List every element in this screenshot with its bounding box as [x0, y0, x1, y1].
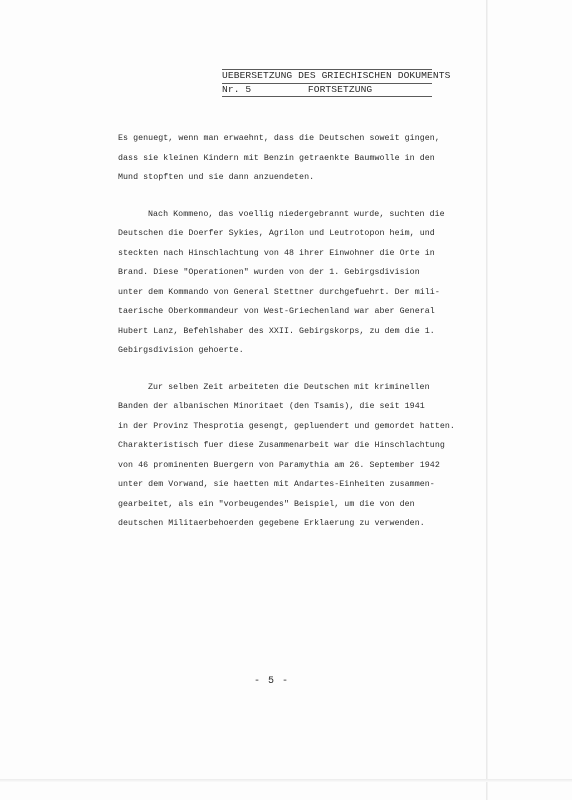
- page-bottom-shadow: [0, 779, 572, 782]
- page-edge-shadow: [486, 0, 488, 800]
- paragraph-1: [118, 129, 438, 188]
- document-body: [118, 129, 455, 551]
- paragraph-line: Mund stopften und sie dann anzuendeten.: [118, 173, 315, 182]
- paragraph-line: in der Provinz Thesprotia gesengt, gepluendert und gemordet hatten.: [118, 421, 455, 431]
- paragraph-line: von 46 prominenten Buergern von Paramythia am 26. September 1942: [118, 460, 440, 470]
- header-subline: [222, 84, 432, 97]
- paragraph-line: Brand. Diese "Operationen" wurden von der 1. Gebirgsdivision: [118, 268, 420, 277]
- page-number: - 5 -: [254, 676, 290, 687]
- paragraph-line: Banden der albanischen Minoritaet (den Tsamis), die seit 1941: [118, 402, 425, 411]
- paragraph-line: unter dem Vorwand, sie haetten mit Andartes-Einheiten zusammen-: [118, 480, 435, 489]
- paragraph-line: Zur selben Zeit arbeiteten die Deutschen mit kriminellen: [148, 382, 430, 392]
- paragraph-line: Gebirgsdivision gehoerte.: [118, 346, 244, 355]
- header-document-number: Nr. 5: [222, 84, 252, 95]
- paragraph-2: [118, 205, 445, 361]
- header-continuation: FORTSETZUNG: [307, 84, 373, 95]
- paragraph-line: Nach Kommeno, das voellig niedergebrannt wurde, suchten die: [148, 209, 445, 219]
- paragraph-line: Es genuegt, wenn man erwaehnt, dass die Deutschen soweit gingen,: [118, 134, 440, 143]
- paragraph-line: Deutschen die Doerfer Sykies, Agrilon und Leutrotopon heim, und: [118, 229, 435, 238]
- paragraph-line: deutschen Militaerbehoerden gegebene Erklaerung zu verwenden.: [118, 519, 425, 528]
- paragraph-3: [118, 378, 455, 534]
- paragraph-line: dass sie kleinen Kindern mit Benzin getraenkte Baumwolle in den: [118, 153, 435, 163]
- paragraph-line: unter dem Kommando von General Stettner durchgefuehrt. Der mili-: [118, 287, 440, 297]
- document-header: [222, 69, 451, 97]
- header-title: UEBERSETZUNG DES GRIECHISCHEN DOKUMENTS: [222, 69, 432, 84]
- paragraph-line: taerische Oberkommandeur von West-Griechenland war aber General: [118, 307, 435, 316]
- paragraph-line: Hubert Lanz, Befehlshaber des XXII. Gebirgskorps, zu dem die 1.: [118, 326, 435, 336]
- paragraph-line: steckten nach Hinschlachtung von 48 ihrer Einwohner die Orte in: [118, 248, 435, 258]
- paragraph-line: Charakteristisch fuer diese Zusammenarbeit war die Hinschlachtung: [118, 441, 445, 450]
- paragraph-line: gearbeitet, als ein "vorbeugendes" Beispiel, um die von den: [118, 499, 415, 509]
